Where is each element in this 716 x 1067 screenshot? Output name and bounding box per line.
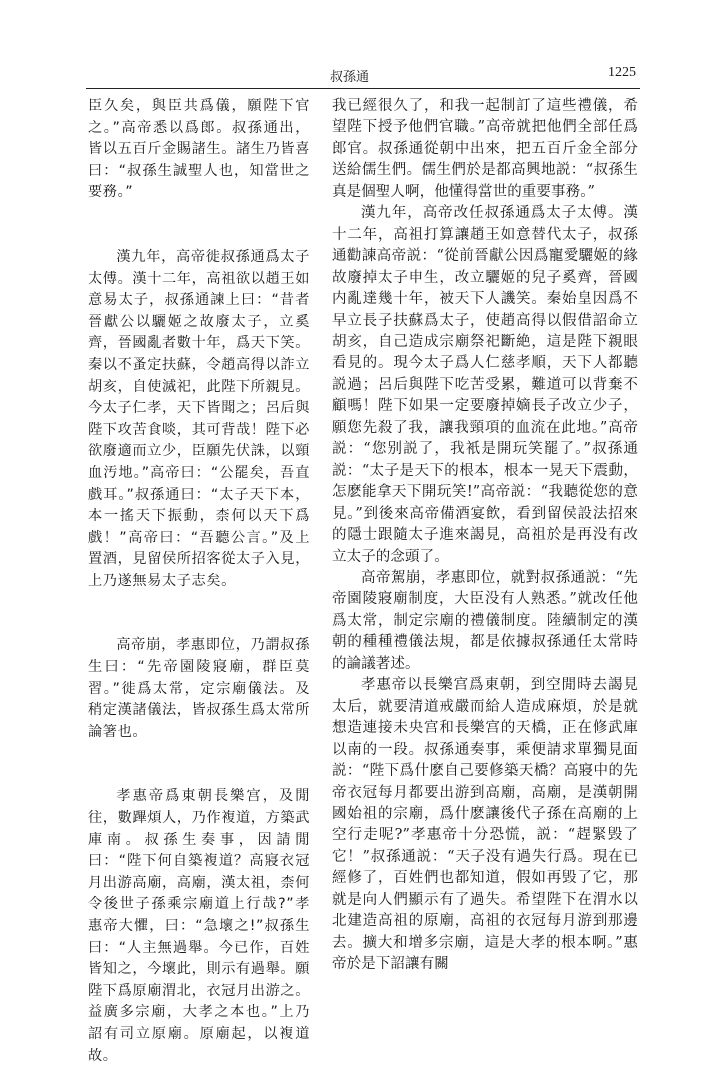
translation-paragraph-4: 孝惠帝以長樂宫爲東朝，到空閒時去謁見太后，就要清道戒嚴而給人造成麻煩，於是就想造連接未央宫和長樂宫的天橋，正在修武庫以南的一段。叔孫通奏事，乘便請求單獨見面説：“陛下爲什麽自己要修築天橋？高寢中的先帝衣冠每月都要出游到高廟，高廟，是漢朝開國始祖的宗廟，爲什麽讓後代子孫在高廟的上空行走呢?”孝惠帝十分恐慌，説：“趕緊毁了它！”叔孫通説：“天子没有過失行爲。現在已經修了，百姓們也都知道，假如再毁了它，那就是向人們顯示有了過失。希望陛下在渭水以北建造高祖的原廟，高祖的衣冠每月游到那邊去。擴大和增多宗廟，這是大孝的根本啊。”惠帝於是下詔讓有關 — [332, 677, 638, 973]
original-text-column — [88, 96, 310, 1067]
header-rule — [86, 88, 640, 89]
original-paragraph-4: 孝惠帝爲東朝長樂宫，及閒往，數蹕煩人，乃作複道，方築武庫南。叔孫生奏事，因請閒曰：“陛下何自築複道？高寢衣冠月出游高廟，高廟，漢太祖，柰何令後世子孫乘宗廟道上行哉?”孝惠帝大懼，曰：“急壞之!”叔孫生曰：“人主無過舉。今已作，百姓皆知之，今壞此，則示有過舉。願陛下爲原廟渭北，衣冠月出游之。益廣多宗廟，大孝之本也。”上乃詔有司立原廟。原廟起，以複道故。 — [88, 788, 310, 1064]
paragraph-gap — [88, 743, 310, 786]
translation-column — [332, 96, 638, 976]
original-paragraph-3: 高帝崩，孝惠即位，乃謂叔孫生曰：“先帝園陵寢廟，群臣莫習。”徙爲太常，定宗廟儀法。及稍定漢諸儀法，皆叔孫生爲太常所論箸也。 — [88, 637, 310, 740]
translation-paragraph-2: 漢九年，高帝改任叔孫通爲太子太傅。漢十二年，高祖打算讓趙王如意替代太子，叔孫通勸諫高帝説：“從前晉獻公因爲寵愛驪姬的緣故廢掉太子申生，改立驪姬的兒子奚齊，晉國内亂達幾十年，被天下人譏笑。秦始皇因爲不早立長子扶蘇爲太子，使趙高得以假借詔命立胡亥，自己造成宗廟祭祀斷絶，這是陛下親眼看見的。現今太子爲人仁慈孝順，天下人都聽説過；呂后與陛下吃苦受累，難道可以背棄不顧嗎！陛下如果一定要廢掉嫡長子改立少子，願您先殺了我，讓我頸項的血流在此地。”高帝説：“您别説了，我衹是開玩笑罷了。”叔孫通説：“太子是天下的根本，根本一晃天下震動，怎麽能拿天下開玩笑!”高帝説：“我聽從您的意見。”到後來高帝備酒宴飲，看到留侯設法招來的隱士跟隨太子進來謁見，高祖於是再没有改立太子的念頭了。 — [332, 205, 638, 565]
running-title: 叔孫通 — [330, 70, 370, 85]
page-number: 1225 — [608, 65, 636, 80]
paragraph-gap — [88, 204, 310, 247]
original-paragraph-1: 臣久矣，與臣共爲儀，願陛下官之。”高帝悉以爲郎。叔孫通出，皆以五百斤金賜諸生。諸生乃皆喜曰：“叔孫生誠聖人也，知當世之要務。” — [88, 98, 310, 201]
translation-paragraph-1: 我已經很久了，和我一起制訂了這些禮儀，希望陛下授予他們官職。”高帝就把他們全部任爲郎官。叔孫通從朝中出來，把五百斤金全部分送給儒生們。儒生們於是都高興地説：“叔孫生真是個聖人啊，他懂得當世的重要事務。” — [332, 98, 638, 200]
paragraph-gap — [88, 592, 310, 635]
original-paragraph-2: 漢九年，高帝徙叔孫通爲太子太傅。漢十二年，高祖欲以趙王如意易太子，叔孫通諫上曰：“昔者晉獻公以驪姬之故廢太子，立奚齊，晉國亂者數十年，爲天下笑。秦以不蚤定扶蘇，令趙高得以詐立胡亥，自使滅祀，此陛下所親見。今太子仁孝，天下皆聞之；呂后與陛下攻苦食啖，其可背哉！陛下必欲廢適而立少，臣願先伏誅，以頸血汚地。”高帝曰：“公罷矣，吾直戲耳。”叔孫通曰：“太子天下本，本一搖天下振動，柰何以天下爲戲！”高帝曰：“吾聽公言。”及上置酒，見留侯所招客從太子入見，上乃遂無易太子志矣。 — [88, 248, 310, 589]
translation-paragraph-3: 高帝駕崩，孝惠即位，就對叔孫通説：“先帝園陵寢廟制度，大臣没有人熟悉。”就改任他爲太常，制定宗廟的禮儀制度。陸續制定的漢朝的種種禮儀法規，都是依據叔孫通任太常時的論議著述。 — [332, 569, 638, 672]
